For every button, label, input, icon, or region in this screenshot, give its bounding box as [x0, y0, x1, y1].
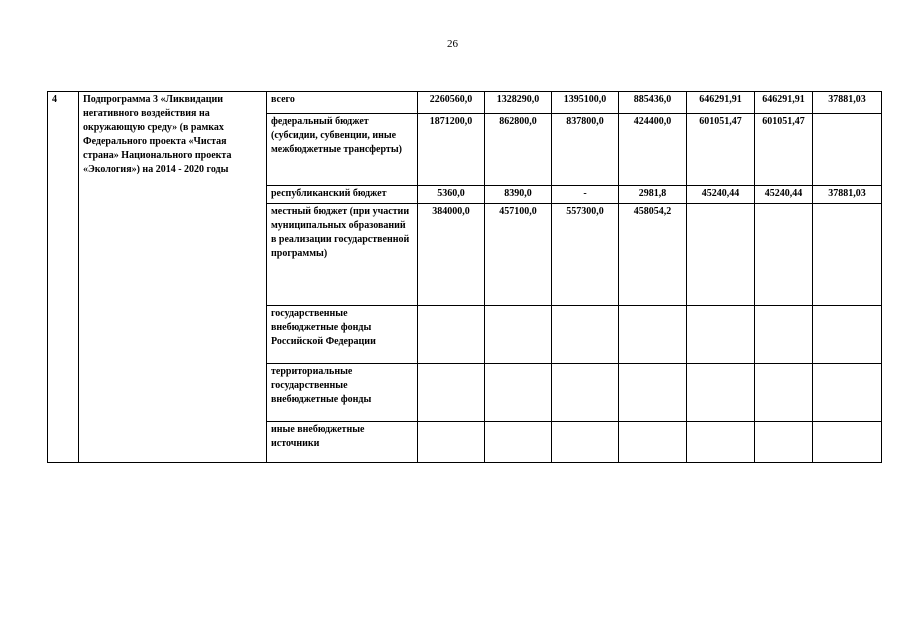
value-cell: 862800,0 — [485, 114, 552, 186]
row-index-cell: 4 — [48, 92, 79, 463]
funding-source-cell: всего — [267, 92, 418, 114]
funding-source-cell: иные внебюджетные источники — [267, 422, 418, 463]
table-row — [48, 92, 882, 114]
value-cell — [485, 306, 552, 364]
value-cell: 557300,0 — [552, 204, 619, 306]
value-cell — [813, 422, 882, 463]
funding-source-cell: территориальные государственные внебюджетные фонды — [267, 364, 418, 422]
funding-source-cell: государственные внебюджетные фонды Российской Федерации — [267, 306, 418, 364]
value-cell — [755, 306, 813, 364]
value-cell: 5360,0 — [418, 186, 485, 204]
program-title-cell: Подпрограмма 3 «Ликвидации негативного воздействия на окружающую среду» (в рамках Федерального проекта «Чистая страна» Национального проекта «Экология») на 2014 - 2020 годы — [79, 92, 267, 463]
funding-source-cell: федеральный бюджет (субсидии, субвенции, иные межбюджетные трансферты) — [267, 114, 418, 186]
value-cell — [552, 306, 619, 364]
value-cell: 885436,0 — [619, 92, 687, 114]
value-cell — [619, 364, 687, 422]
value-cell: 837800,0 — [552, 114, 619, 186]
value-cell — [485, 364, 552, 422]
value-cell — [755, 364, 813, 422]
value-cell: 1395100,0 — [552, 92, 619, 114]
value-cell: 384000,0 — [418, 204, 485, 306]
value-cell: 8390,0 — [485, 186, 552, 204]
value-cell: 45240,44 — [755, 186, 813, 204]
value-cell: 457100,0 — [485, 204, 552, 306]
value-cell: 37881,03 — [813, 92, 882, 114]
funding-source-cell: местный бюджет (при участии муниципальных образований в реализации государственной программы) — [267, 204, 418, 306]
value-cell: 2260560,0 — [418, 92, 485, 114]
value-cell: 601051,47 — [755, 114, 813, 186]
budget-table — [47, 91, 882, 463]
value-cell — [813, 364, 882, 422]
value-cell — [552, 364, 619, 422]
value-cell — [687, 306, 755, 364]
value-cell — [552, 422, 619, 463]
value-cell — [418, 306, 485, 364]
funding-source-cell: республиканский бюджет — [267, 186, 418, 204]
value-cell: 2981,8 — [619, 186, 687, 204]
value-cell — [755, 204, 813, 306]
value-cell — [619, 422, 687, 463]
value-cell — [687, 204, 755, 306]
page-number: 26 — [447, 38, 458, 50]
value-cell — [619, 306, 687, 364]
value-cell: 424400,0 — [619, 114, 687, 186]
value-cell — [418, 364, 485, 422]
value-cell: 646291,91 — [687, 92, 755, 114]
value-cell: 45240,44 — [687, 186, 755, 204]
value-cell — [755, 422, 813, 463]
value-cell: 458054,2 — [619, 204, 687, 306]
value-cell — [813, 114, 882, 186]
value-cell — [485, 422, 552, 463]
value-cell — [687, 364, 755, 422]
value-cell: 1328290,0 — [485, 92, 552, 114]
value-cell: 646291,91 — [755, 92, 813, 114]
value-cell — [418, 422, 485, 463]
value-cell: 1871200,0 — [418, 114, 485, 186]
value-cell — [687, 422, 755, 463]
value-cell: 37881,03 — [813, 186, 882, 204]
value-cell — [813, 204, 882, 306]
value-cell: - — [552, 186, 619, 204]
value-cell — [813, 306, 882, 364]
value-cell: 601051,47 — [687, 114, 755, 186]
